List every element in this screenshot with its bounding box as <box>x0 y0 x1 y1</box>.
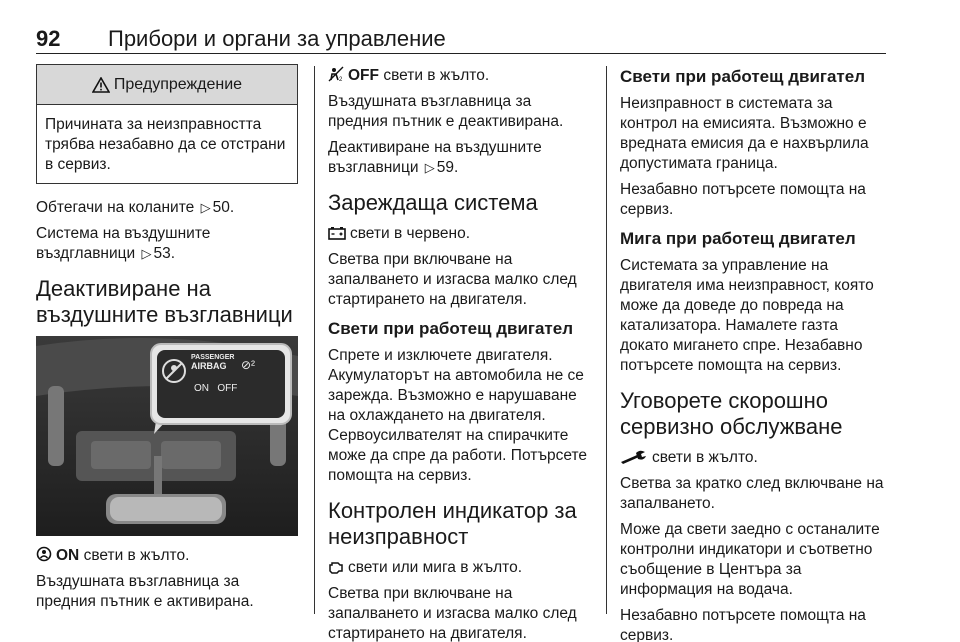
paragraph: Светва при включване на запалването и изгасва малко след стартирането на двигателя. <box>328 585 577 642</box>
column-2 <box>328 66 594 642</box>
airbag-off-icon <box>328 66 344 82</box>
warning-header <box>37 65 297 105</box>
indicator-line <box>36 546 298 566</box>
column-1 <box>36 64 298 618</box>
page-ref-icon: ▷ <box>200 200 211 215</box>
indicator-on-text: свети в жълто. <box>83 547 190 564</box>
page-header <box>36 14 886 54</box>
paragraph-text: Деактивиране на въздушните възглавници <box>328 139 542 176</box>
paragraph <box>36 224 298 264</box>
paragraph: Неизправност в системата за контрол на емисията. Възможно е вредната емисия да е нахвърлила допустимата граница. <box>620 95 869 172</box>
paragraph: Може да свети заедно с останалите контролни индикатори и съответно съобщение в Центъра за информация на водача. <box>620 521 880 598</box>
indicator-off-text: свети в жълто. <box>383 67 490 84</box>
subheading: Свети при работещ двигател <box>620 67 866 86</box>
airbag-panel-photo <box>36 336 298 536</box>
warning-text: Причината за неизправността трябва незабавно да се отстрани в сервиз. <box>45 116 286 173</box>
warning-title: Предупреждение <box>113 75 243 93</box>
engine-check-icon <box>328 560 344 574</box>
photo-label-airbag: AIRBAG <box>191 361 227 371</box>
subheading: Свети при работещ двигател <box>328 319 574 338</box>
section-heading: Контролен индикатор за неизправност <box>328 498 577 549</box>
indicator-service-text: свети в жълто. <box>652 449 758 466</box>
indicator-line <box>328 224 594 244</box>
column-divider <box>314 66 315 614</box>
airbag-panel-illustration <box>36 336 298 536</box>
battery-icon <box>328 226 346 240</box>
indicator-line <box>620 448 888 468</box>
svg-text:2: 2 <box>339 77 343 82</box>
page-number: 92 <box>36 26 61 51</box>
warning-triangle-icon <box>92 77 110 93</box>
indicator-mil-text: свети или мига в жълто. <box>348 559 523 576</box>
paragraph <box>36 198 298 218</box>
page-ref-icon: ▷ <box>141 246 152 261</box>
paragraph-text: Система на въздушните въздглавници <box>36 225 211 262</box>
indicator-charge-text: свети в червено. <box>350 225 471 242</box>
page-ref[interactable]: 53. <box>153 245 176 262</box>
paragraph <box>328 138 594 178</box>
photo-label-passenger: PASSENGER <box>191 354 235 361</box>
indicator-on-label: ON <box>56 547 80 564</box>
section-heading: Зареждаща система <box>328 190 538 215</box>
paragraph: Въздушната възглавница за предния пътник е активирана. <box>36 573 254 610</box>
airbag-off-symbol-icon: ⊘² <box>241 358 256 372</box>
paragraph: Светва за кратко след включване на запалването. <box>620 475 884 512</box>
section-heading: Деактивиране на въздушните възглавници <box>36 276 293 327</box>
page-ref-icon: ▷ <box>424 160 435 175</box>
indicator-off-label: OFF <box>348 67 379 84</box>
paragraph: Незабавно потърсете помощта на сервиз. <box>620 181 866 218</box>
page-ref[interactable]: 59. <box>436 159 459 176</box>
wrench-icon <box>620 450 648 464</box>
section-heading: Уговорете скорошно сервизно обслужване <box>620 388 843 439</box>
column-divider <box>606 66 607 614</box>
page-ref[interactable]: 50. <box>212 199 235 216</box>
paragraph: Светва при включване на запалването и изгасва малко след стартирането на двигателя. <box>328 251 577 308</box>
indicator-line <box>328 66 594 86</box>
column-3 <box>620 66 888 642</box>
airbag-on-icon <box>36 546 52 562</box>
warning-box <box>36 64 298 184</box>
paragraph-text: Обтегачи на коланите <box>36 199 195 216</box>
page-title: Прибори и органи за управление <box>108 26 446 51</box>
photo-label-off: OFF <box>217 383 238 394</box>
paragraph: Незабавно потърсете помощта на сервиз. <box>620 607 866 642</box>
indicator-line <box>328 558 594 578</box>
paragraph: Спрете и изключете двигателя. Акумулаторът на автомобила не се зарежда. Възможно е нарушаване на охлаждането на двигателя. Сервоусилвателят на спирачките може да спре да работи. Потърсете помощта на сервиз. <box>328 347 588 484</box>
paragraph: Системата за управление на двигателя има неизправност, която може да доведе до повреда на катализатора. Намалете газта докато мигането спре. Незабавно потърсете помощта на сервиз. <box>620 257 874 374</box>
subheading: Мига при работещ двигател <box>620 229 856 248</box>
paragraph: Въздушната възглавница за предния пътник е деактивирана. <box>328 93 564 130</box>
photo-label-on: ON <box>194 383 209 394</box>
